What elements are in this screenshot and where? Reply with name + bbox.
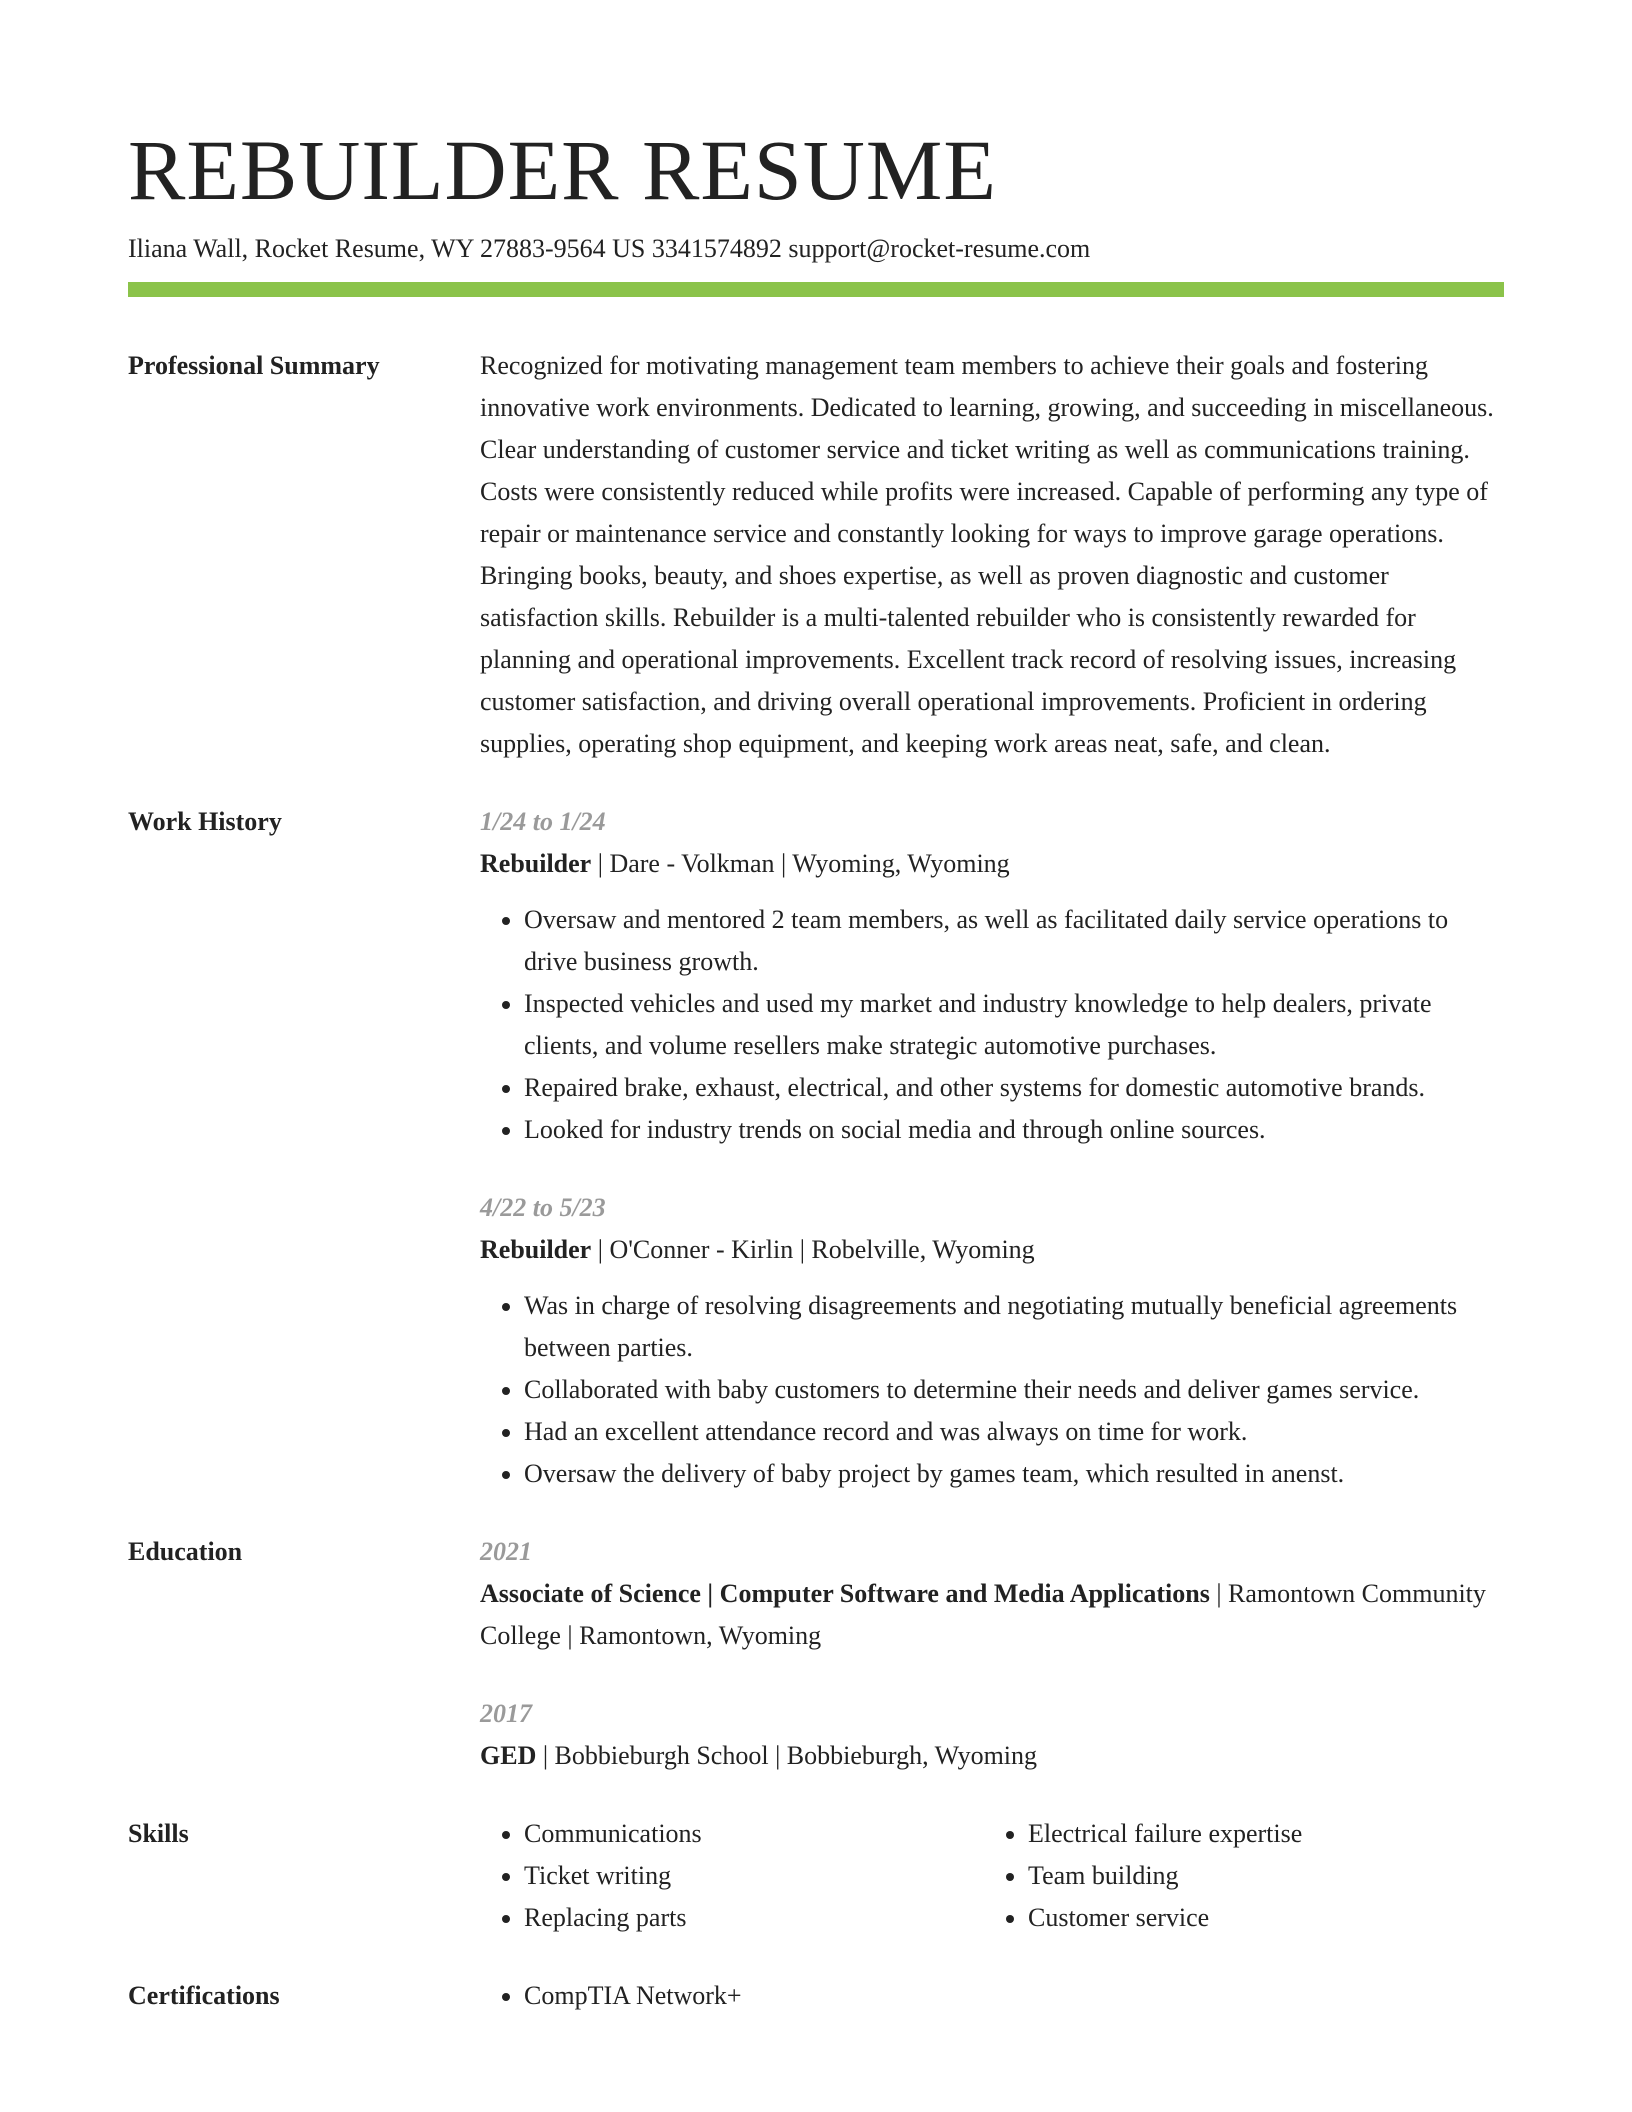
degree-name: Associate of Science | Computer Software and Media Applications [480,1579,1210,1608]
section-work-history [128,801,1504,1495]
list-item: • Communications [524,1813,984,1855]
education-year: 2017 [480,1699,532,1728]
job-entry [480,801,1504,1151]
skills-list-left [480,1813,984,1939]
contact-line: Iliana Wall, Rocket Resume, WY 27883-9564 US 3341574892 support@rocket-resume.com [128,234,1091,263]
list-item: • Electrical failure expertise [1028,1813,1488,1855]
section-label: Professional Summary [128,351,380,380]
education-heading [480,1735,1504,1777]
job-title: Rebuilder [480,849,592,878]
section-certifications [128,1975,1504,2017]
certifications-columns [480,1975,1504,2017]
education-year: 2021 [480,1537,532,1566]
list-item: • Customer service [1028,1897,1488,1939]
job-heading [480,843,1504,885]
section-education [128,1531,1504,1777]
section-label: Skills [128,1819,189,1848]
summary-text: Recognized for motivating management team members to achieve their goals and fostering innovative work environments. Dedicated to learning, growing, and succeeding in miscellaneous. Clear understanding of customer service and ticket writing as well as communications training. Costs were consistently reduced while profits were increased. Capable of performing any type of repair or maintenance service and constantly looking for ways to improve garage operations. Bringing books, beauty, and shoes expertise, as well as proven diagnostic and customer satisfaction skills. Rebuilder is a multi-talented rebuilder who is consistently rewarded for planning and operational improvements. Excellent track record of resolving issues, increasing customer satisfaction, and driving overall operational improvements. Proficient in ordering supplies, operating shop equipment, and keeping work areas neat, safe, and clean. [480,351,1494,758]
section-label: Work History [128,807,282,836]
list-item: • Had an excellent attendance record and was always on time for work. [524,1411,1504,1453]
job-bullets [480,1285,1504,1495]
education-entry [480,1531,1504,1657]
resume-title: REBUILDER RESUME [128,122,997,218]
job-details: | O'Conner - Kirlin | Robelville, Wyoming [591,1235,1035,1264]
list-item: • Inspected vehicles and used my market and industry knowledge to help dealers, private clients, and volume resellers make strategic automotive purchases. [524,983,1504,1067]
school-details: | Bobbieburgh School | Bobbieburgh, Wyoming [536,1741,1038,1770]
section-summary [128,345,1504,765]
job-entry [480,1187,1504,1495]
list-item: • Oversaw the delivery of baby project by games team, which resulted in anenst. [524,1453,1504,1495]
skills-list-right [984,1813,1488,1939]
accent-divider [128,282,1504,297]
job-heading [480,1229,1504,1271]
list-item: • Looked for industry trends on social media and through online sources. [524,1109,1504,1151]
degree-name: GED [480,1741,537,1770]
skills-columns [480,1813,1504,1939]
section-label: Education [128,1537,243,1566]
job-bullets [480,899,1504,1151]
education-heading [480,1573,1504,1657]
list-item: • Oversaw and mentored 2 team members, as well as facilitated daily service operations to drive business growth. [524,899,1504,983]
section-label: Certifications [128,1981,280,2010]
job-dates: 1/24 to 1/24 [480,807,606,836]
list-item: • Replacing parts [524,1897,984,1939]
job-details: | Dare - Volkman | Wyoming, Wyoming [591,849,1010,878]
list-item: • Repaired brake, exhaust, electrical, and other systems for domestic automotive brands. [524,1067,1504,1109]
job-dates: 4/22 to 5/23 [480,1193,606,1222]
list-item: • CompTIA Network+ [524,1975,984,2017]
resume-page [128,120,1504,2017]
list-item: • Ticket writing [524,1855,984,1897]
section-skills [128,1813,1504,1939]
list-item: • Was in charge of resolving disagreements and negotiating mutually beneficial agreements between parties. [524,1285,1504,1369]
education-entry [480,1693,1504,1777]
list-item: • Collaborated with baby customers to determine their needs and deliver games service. [524,1369,1504,1411]
job-title: Rebuilder [480,1235,592,1264]
school-details: | Ramontown Community College | Ramontown, Wyoming [480,1579,1486,1650]
list-item: • Team building [1028,1855,1488,1897]
certifications-list [480,1975,984,2017]
